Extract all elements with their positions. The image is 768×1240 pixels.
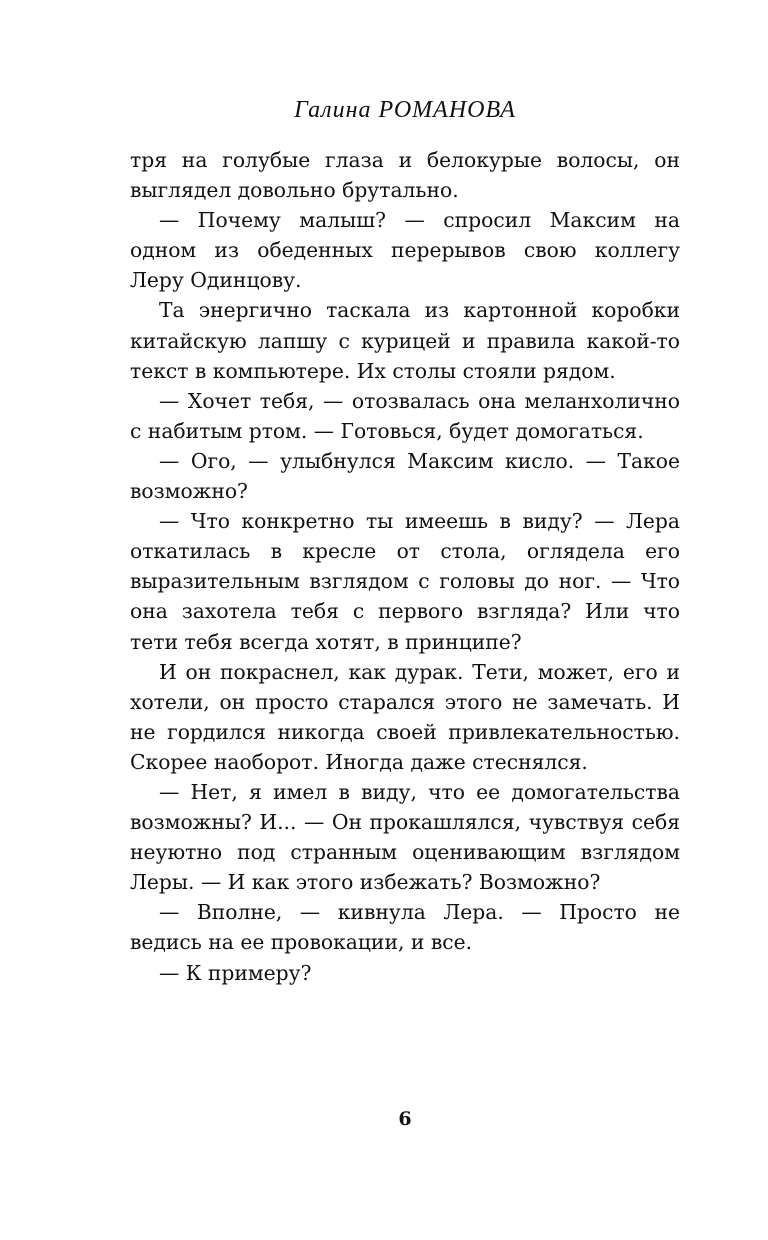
paragraph: — Вполне, — кивнула Лера. — Просто не ведись на ее провокации, и все.	[130, 900, 680, 955]
paragraph: И он покраснел, как дурак. Тети, может, его и хотели, он просто старался этого не замечать. И не гордился никогда своей привлекательностью. Скорее наоборот. Иногда даже стеснялся.	[130, 659, 680, 774]
paragraph: — Нет, я имел в виду, что ее домогательства возможны? И... — Он прокашлялся, чувствуя себя неуютно под странным оценивающим взглядом Леры. — И как этого избежать? Возможно?	[130, 779, 680, 895]
page-number: 6	[398, 1108, 412, 1130]
paragraph: — Почему малыш? — спросил Максим на одном из обеденных перерывов свою коллегу Леру Одинцову.	[130, 208, 680, 293]
book-page	[130, 95, 680, 1175]
paragraph: тря на голубые глаза и белокурые волосы, он выглядел довольно брутально.	[130, 148, 680, 203]
paragraph: — Что конкретно ты имеешь в виду? — Лера откатилась в кресле от стола, оглядела его выразительным взглядом с головы до ног. — Что она захотела тебя с первого взгляда? Или что тети тебя всегда хотят, в принципе?	[130, 509, 680, 654]
paragraph: — К примеру?	[159, 960, 312, 985]
paragraph: — Хочет тебя, — отозвалась она меланхолично с набитым ртом. — Готовься, будет домогаться.	[130, 388, 680, 443]
body-text	[130, 145, 680, 988]
running-header-author: Галина РОМАНОВА	[294, 97, 516, 123]
paragraph: Та энергично таскала из картонной коробки китайскую лапшу с курицей и правила какой-то текст в компьютере. Их столы стояли рядом.	[130, 298, 680, 383]
paragraph: — Ого, — улыбнулся Максим кисло. — Такое возможно?	[130, 448, 680, 504]
